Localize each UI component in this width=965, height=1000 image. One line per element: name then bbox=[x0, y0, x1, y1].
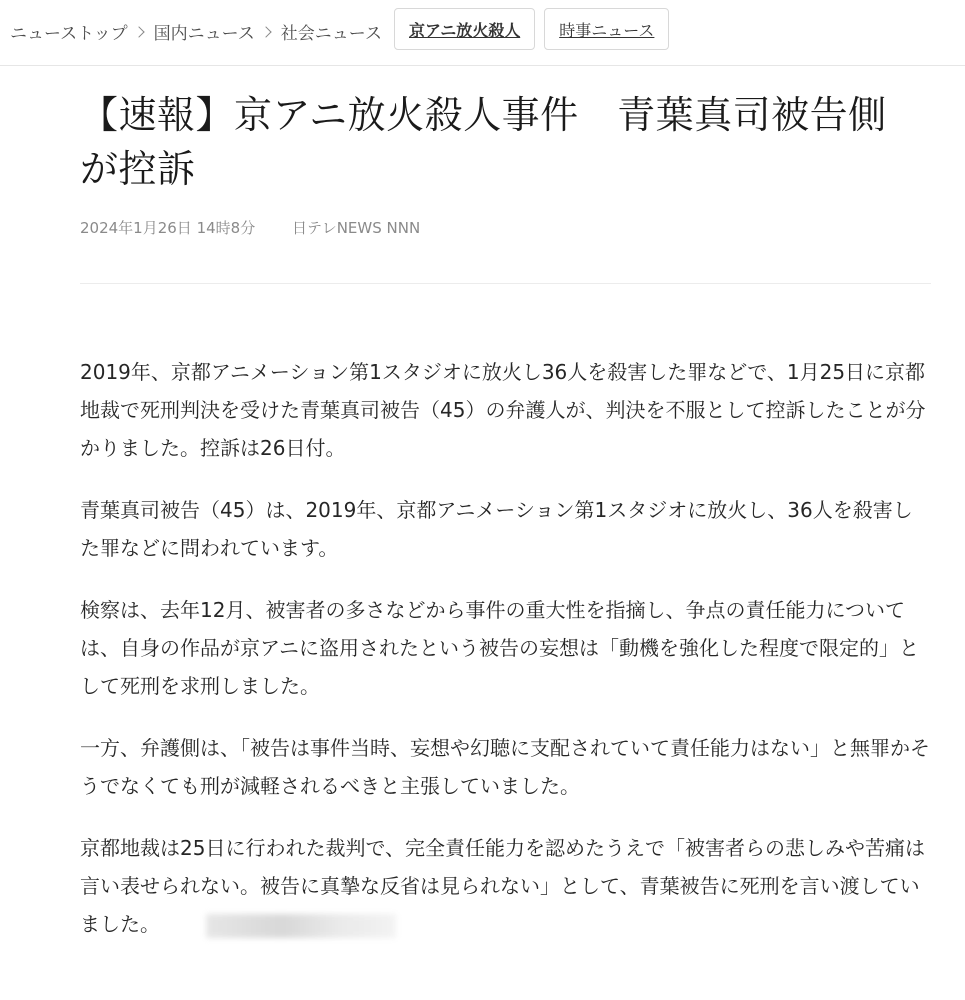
chevron-right-icon bbox=[260, 26, 271, 37]
breadcrumb-society-news[interactable]: 社会ニュース bbox=[280, 24, 382, 44]
tag-current-news[interactable]: 時事ニュース bbox=[544, 8, 669, 50]
chevron-right-icon bbox=[133, 26, 144, 37]
article-meta bbox=[80, 217, 420, 238]
article-body bbox=[80, 353, 930, 967]
topic-tags bbox=[394, 8, 669, 50]
article-date: 2024年1月26日 14時8分 bbox=[80, 219, 256, 237]
paragraph-4: 一方、弁護側は、「被告は事件当時、妄想や幻聴に支配されていて責任能力はない」と無罪かそうでなくても刑が減軽されるべきと主張していました。 bbox=[80, 736, 930, 798]
article-source: 日テレNEWS NNN bbox=[292, 219, 421, 237]
blurred-watermark bbox=[206, 914, 396, 938]
paragraph-3: 検察は、去年12月、被害者の多さなどから事件の重大性を指摘し、争点の責任能力については、自身の作品が京アニに盗用されたという被告の妄想は「動機を強化した程度で限定的」として死刑を求刑しました。 bbox=[80, 598, 919, 698]
paragraph-5 bbox=[80, 829, 930, 943]
breadcrumb-news-top[interactable]: ニューストップ bbox=[10, 24, 128, 44]
breadcrumb-domestic-news[interactable]: 国内ニュース bbox=[153, 24, 255, 44]
article-title: 【速報】京アニ放火殺人事件 青葉真司被告側が控訴 bbox=[80, 93, 887, 191]
tag-kyoani-arson[interactable]: 京アニ放火殺人 bbox=[394, 8, 535, 50]
paragraph-5-text: 京都地裁は25日に行われた裁判で、完全責任能力を認めたうえで「被害者らの悲しみや苦痛は言い表せられない。被告に真摯な反省は見られない」として、青葉被告に死刑を言い渡していました。 bbox=[80, 836, 926, 936]
divider bbox=[80, 283, 931, 284]
breadcrumb bbox=[10, 19, 382, 44]
paragraph-1: 2019年、京都アニメーション第1スタジオに放火し36人を殺害した罪などで、1月25日に京都地裁で死刑判決を受けた青葉真司被告（45）の弁護人が、判決を不服として控訴したことが分かりました。控訴は26日付。 bbox=[80, 360, 926, 460]
paragraph-2: 青葉真司被告（45）は、2019年、京都アニメーション第1スタジオに放火し、36人を殺害した罪などに問われています。 bbox=[80, 498, 913, 560]
top-bar bbox=[0, 0, 965, 66]
